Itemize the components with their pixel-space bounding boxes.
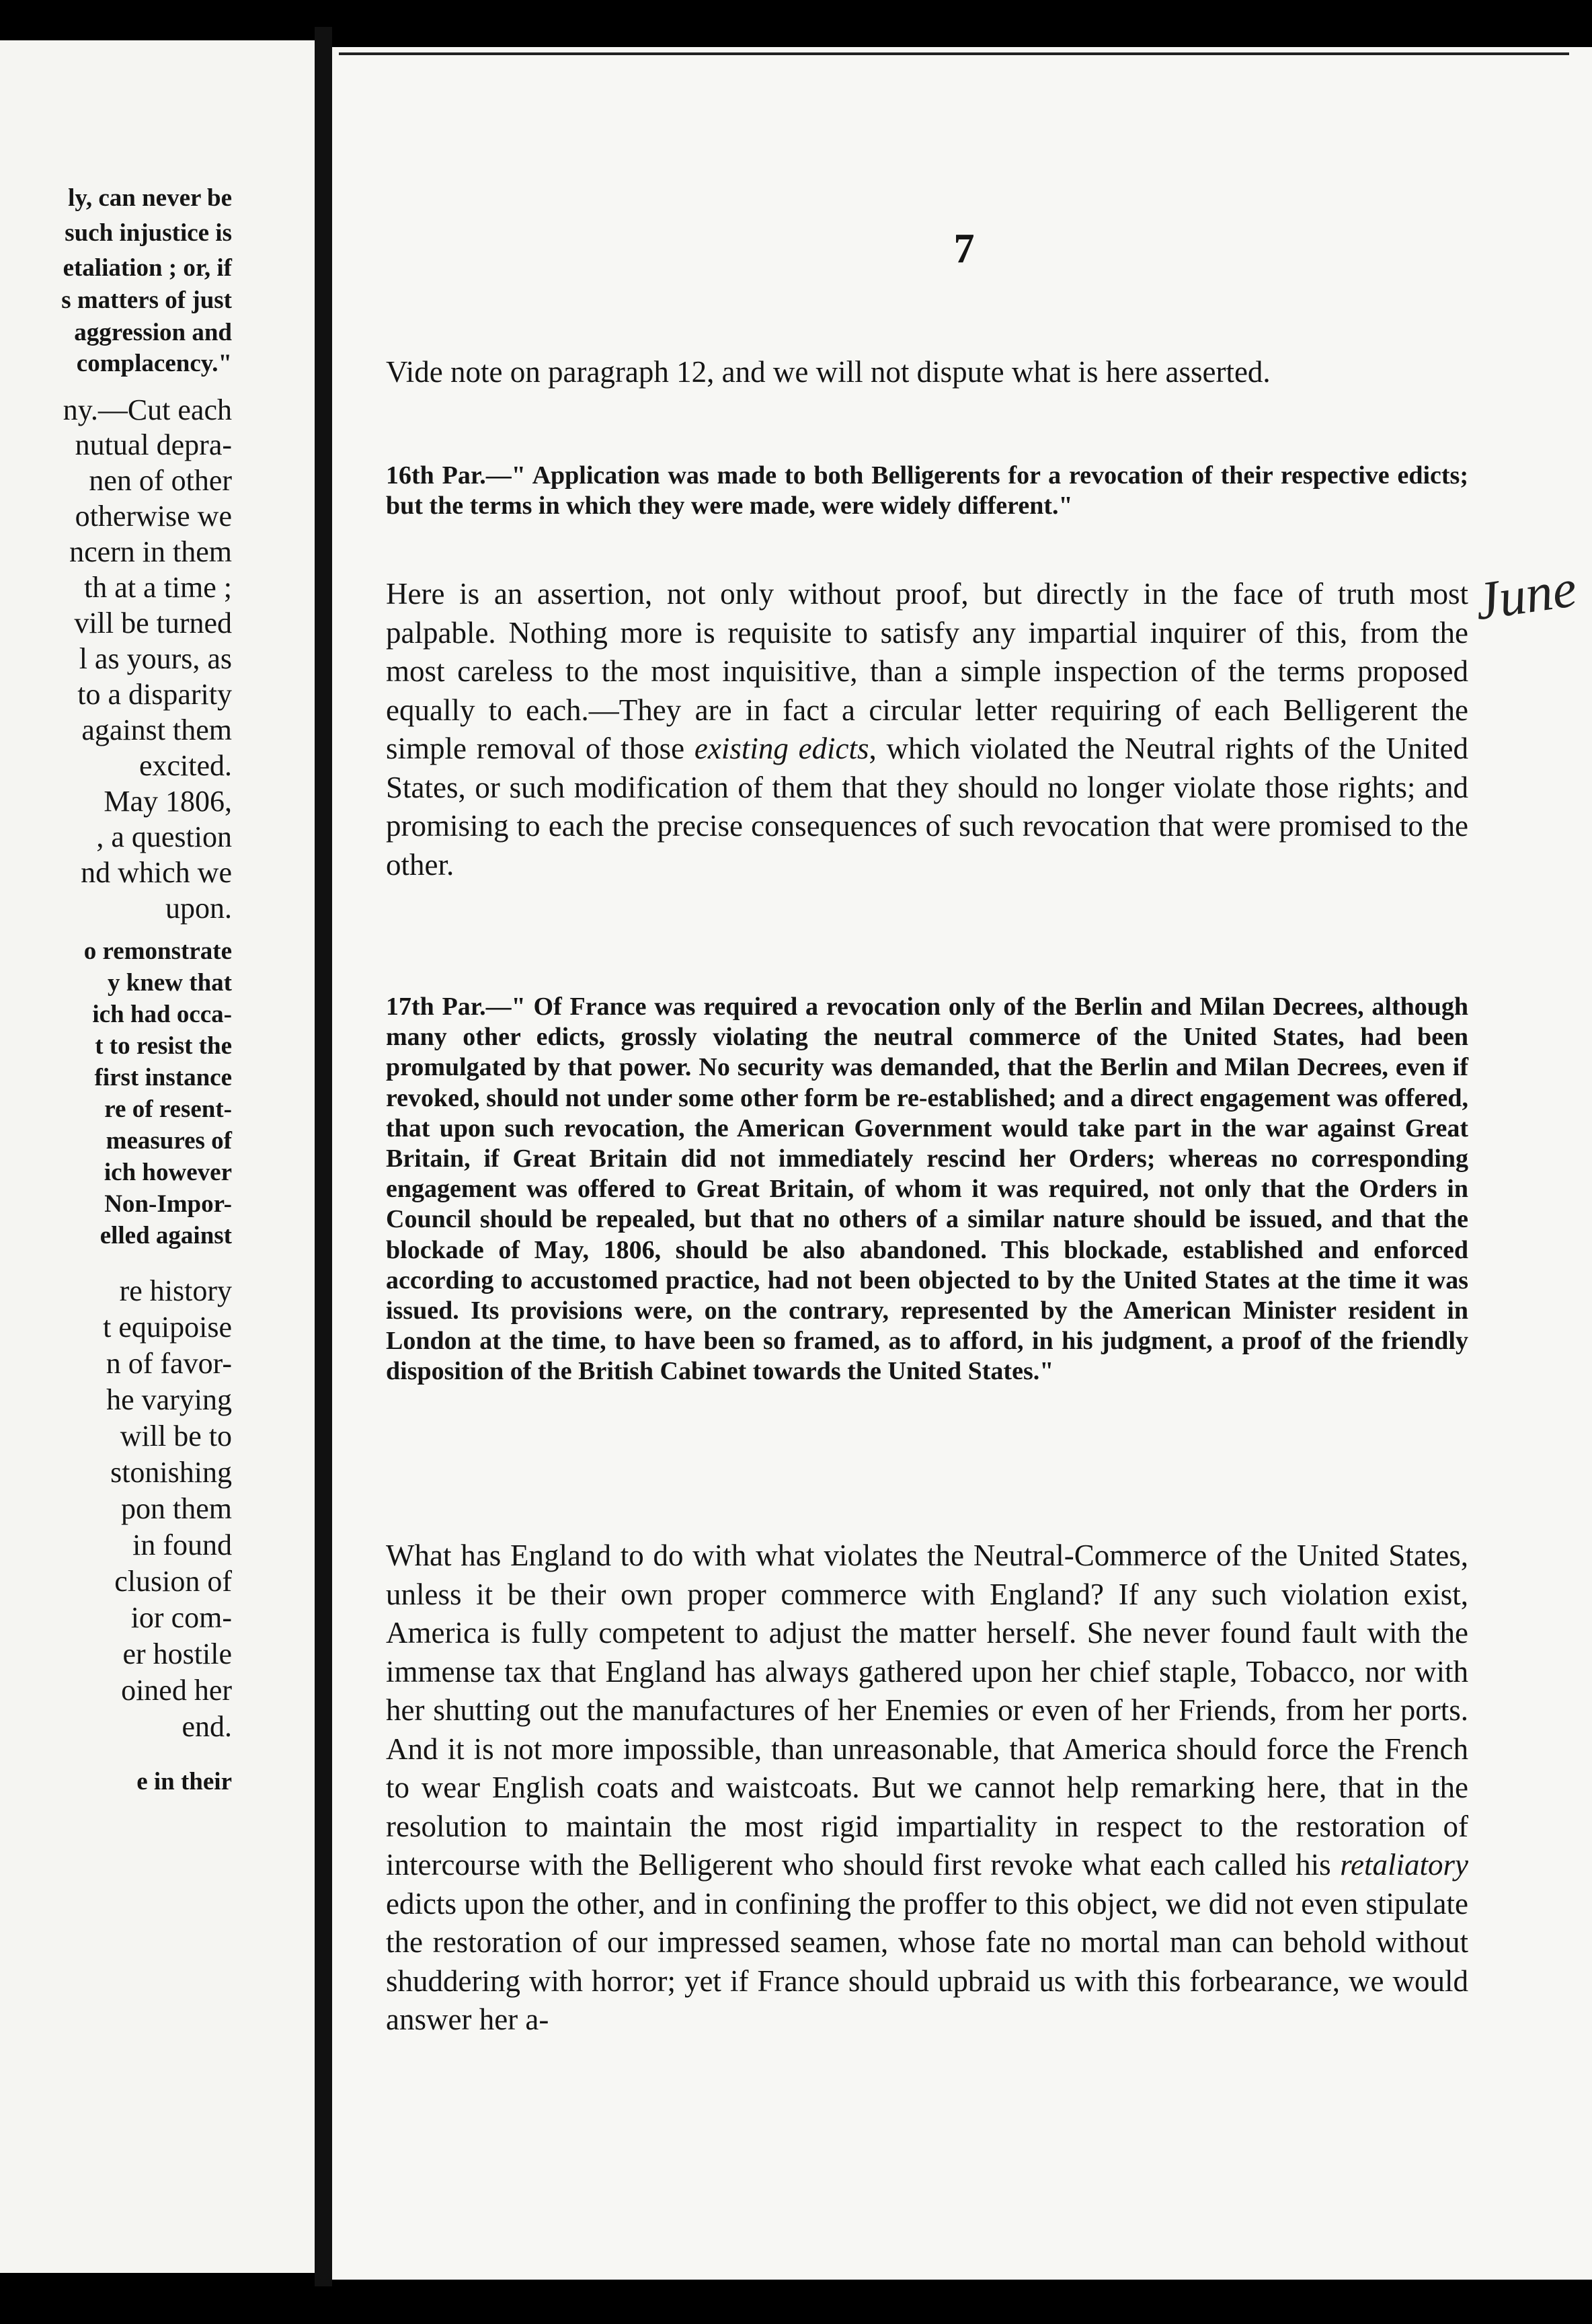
- left-page-line: n of favor-: [106, 1347, 232, 1380]
- left-page-line: upon.: [165, 892, 232, 925]
- left-page-line: he varying: [106, 1383, 232, 1416]
- left-page-line: er hostile: [122, 1637, 232, 1670]
- left-page-line: against them: [81, 713, 232, 746]
- left-page-line: nutual depra-: [75, 428, 232, 461]
- left-page-line: in found: [132, 1528, 232, 1561]
- left-facing-page: [0, 40, 315, 2273]
- left-page-line: measures of: [106, 1127, 232, 1155]
- left-page-line: th at a time ;: [84, 571, 232, 604]
- left-page-line: t equipoise: [103, 1311, 232, 1344]
- left-page-line: Non-Impor-: [104, 1190, 232, 1218]
- left-page-line: pon them: [121, 1492, 232, 1525]
- left-page-line: stonishing: [110, 1456, 232, 1489]
- left-page-line: y knew that: [107, 969, 232, 997]
- left-page-line: e in their: [136, 1768, 232, 1795]
- paragraph-vide-note: Vide note on paragraph 12, and we will not dispute what is here asserted.: [386, 355, 1271, 389]
- left-page-line: , a question: [96, 820, 232, 853]
- left-page-line: vill be turned: [74, 607, 232, 640]
- quote-paragraph-16: 16th Par.—" Application was made to both Belligerents for a revocation of their respective edicts; but the terms in which they were made, were widely different.": [386, 461, 1468, 520]
- left-page-line: nd which we: [81, 856, 232, 889]
- left-page-line: elled against: [100, 1222, 232, 1249]
- left-page-line: first instance: [94, 1064, 232, 1091]
- left-page-line: nen of other: [89, 464, 232, 497]
- left-page-line: will be to: [120, 1420, 232, 1452]
- left-page-line: clusion of: [114, 1565, 232, 1598]
- handwritten-margin-note: June: [1471, 558, 1581, 632]
- left-page-line: complacency.": [76, 350, 232, 377]
- left-page-line: otherwise we: [75, 500, 232, 533]
- left-page-line: re history: [119, 1274, 232, 1307]
- left-page-line: aggression and: [74, 319, 232, 346]
- left-page-line: etaliation ; or, if: [63, 254, 232, 282]
- paragraph-assertion-response: [386, 575, 1468, 884]
- left-page-line: ich however: [104, 1159, 232, 1186]
- left-page-line: to a disparity: [77, 678, 232, 711]
- left-page-line: excited.: [138, 749, 232, 782]
- paragraph-text: , which violated the Neutral rights of the United States, or such modification of them that they should no longer violate those rights; and promising to each the precise consequences of such revocation that were promised to the other.: [386, 732, 1468, 882]
- left-page-line: oined her: [121, 1674, 232, 1707]
- left-page-line: t to resist the: [95, 1032, 232, 1060]
- left-page-line: ich had occa-: [92, 1001, 232, 1028]
- left-page-line: o remonstrate: [83, 937, 232, 965]
- left-page-line: s matters of just: [61, 286, 232, 314]
- top-rule: [339, 52, 1569, 55]
- paragraph-text: Here is an assertion, not only without proof, but directly in the face of truth most palpable. Nothing more is requisite to satisfy any impartial inquirer of this, from the most careless to the most inquisitive, than a simple inspection of the terms proposed equally to each.—They are in fact a circular letter requiring of each Belligerent the simple removal of those: [386, 577, 1468, 765]
- left-page-line: end.: [182, 1710, 232, 1743]
- left-page-line: ncern in them: [69, 535, 232, 568]
- paragraph-text: What has England to do with what violates the Neutral-Commerce of the United States, unless it be their own proper commerce with England? If any such violation exist, America is fully competent to adjust the matter herself. She never found fault with the immense tax that England has always gathered upon her chief staple, Tobacco, nor with her shutting out the manufactures of her Enemies or even of her Friends, from her ports. And it is not more impossible, than unreasonable, that America should force the French to wear English coats and waistcoats. But we cannot help remarking here, that in the resolution to maintain the most rigid impartiality in respect to the restoration of intercourse with the Belligerent who should first revoke what each called his: [386, 1539, 1468, 1882]
- quote-paragraph-17: 17th Par.—" Of France was required a revocation only of the Berlin and Milan Decrees, although many other edicts, grossly violating the neutral commerce of the United States, had been promulgated by that power. No security was demanded, that the Berlin and Milan Decrees, even if revoked, should not under some other form be re-established; and a direct engagement was offered, that upon such revocation, the American Government would take part in the war against Great Britain, if Great Britain did not immediately rescind her Orders; whereas no corresponding engagement was offered to Great Britain, of whom it was required, not only that the Orders in Council should be repealed, but that no others of a similar nature should be issued, and that the blockade of May, 1806, should be also abandoned. This blockade, established and enforced according to accustomed practice, had not been objected to by the United States at the time it was issued. Its provisions were, on the contrary, represented by the American Minister resident in London at the time, to have been so framed, as to afford, in his judgment, a proof of the friendly disposition of the British Cabinet towards the United States.": [386, 993, 1468, 1386]
- left-page-line: ly, can never be: [68, 184, 232, 212]
- right-page: [332, 47, 1592, 2280]
- book-gutter: [315, 27, 332, 2286]
- left-page-line: l as yours, as: [79, 642, 232, 675]
- paragraph-england-commerce: [386, 1537, 1468, 2040]
- italic-phrase: existing edicts: [694, 732, 869, 765]
- left-page-line: ior com-: [130, 1601, 232, 1634]
- left-page-line: re of resent-: [104, 1095, 232, 1123]
- page-number: 7: [953, 226, 975, 272]
- italic-word: retaliatory: [1340, 1848, 1468, 1882]
- left-page-line: ny.—Cut each: [63, 393, 232, 426]
- left-page-line: May 1806,: [104, 785, 232, 818]
- paragraph-text: edicts upon the other, and in confining the proffer to this object, we did not even stipulate the restoration of our impressed seamen, whose fate no mortal man can behold without shuddering with horror; yet if France should upbraid us with this forbearance, we would answer her a-: [386, 1886, 1468, 2036]
- left-page-line: such injustice is: [65, 219, 232, 247]
